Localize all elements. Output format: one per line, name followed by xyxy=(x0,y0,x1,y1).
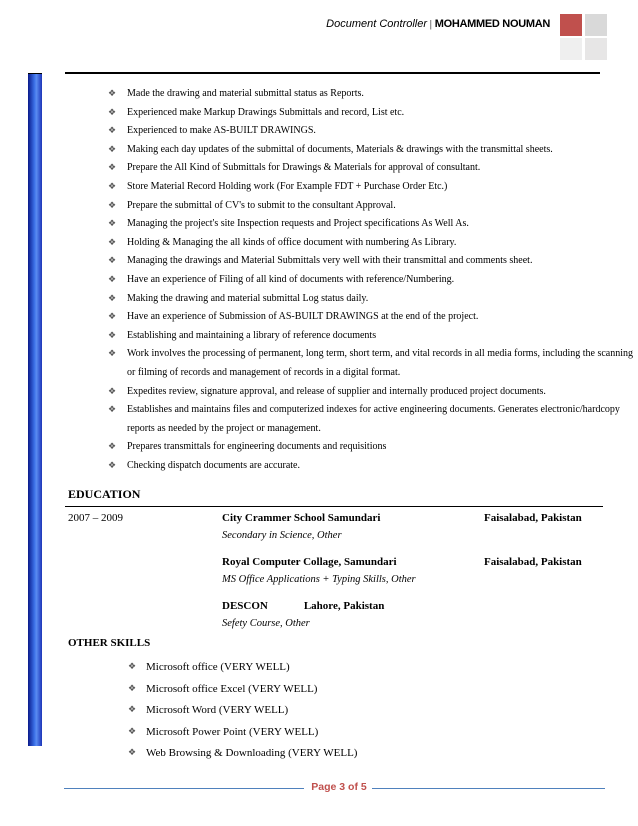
list-item: ❖ Microsoft office Excel (VERY WELL) xyxy=(128,679,357,701)
education-years: 2007 – 2009 xyxy=(68,512,123,524)
diamond-bullet-icon: ❖ xyxy=(108,163,117,174)
diamond-bullet-icon: ❖ xyxy=(108,293,117,304)
list-item: ❖ Made the drawing and material submittal status as Reports. xyxy=(108,85,633,104)
header-separator: | xyxy=(427,18,435,30)
list-item: ❖ Establishing and maintaining a library of reference documents xyxy=(108,327,633,346)
diamond-bullet-icon: ❖ xyxy=(108,256,117,267)
diamond-bullet-icon: ❖ xyxy=(108,442,117,453)
diamond-bullet-icon: ❖ xyxy=(108,330,117,341)
school-name: City Crammer School Samundari xyxy=(222,512,381,524)
list-item: ❖ Managing the drawings and Material Submittals very well with their transmittal and comments sheet. xyxy=(108,252,633,271)
diamond-bullet-icon: ❖ xyxy=(108,144,117,155)
header-name: MOHAMMED NOUMAN xyxy=(434,18,550,30)
list-item: ❖ Checking dispatch documents are accurate. xyxy=(108,457,633,476)
diamond-bullet-icon: ❖ xyxy=(108,219,117,230)
skills-list xyxy=(128,657,357,765)
diamond-bullet-icon: ❖ xyxy=(108,312,117,323)
list-item: ❖ Prepare the submittal of CV's to submit to the consultant Approval. xyxy=(108,197,633,216)
school-name: DESCON Lahore, Pakistan xyxy=(222,600,385,612)
diamond-bullet-icon: ❖ xyxy=(128,683,137,694)
diamond-bullet-icon: ❖ xyxy=(108,107,117,118)
diamond-bullet-icon: ❖ xyxy=(108,89,117,99)
header-divider xyxy=(65,72,600,74)
header-square-gray xyxy=(585,14,607,36)
diamond-bullet-icon: ❖ xyxy=(108,386,117,397)
list-item: ❖ Store Material Record Holding work (For Example FDT + Purchase Order Etc.) xyxy=(108,178,633,197)
list-item: ❖ Work involves the processing of permanent, long term, short term, and vital records in all media forms, including the scanning or filming of records and management of records in a digital format. xyxy=(108,345,633,382)
list-item: ❖ Making the drawing and material submittal Log status daily. xyxy=(108,290,633,309)
list-item: ❖ Managing the project's site Inspection requests and Project specifications As Well As. xyxy=(108,215,633,234)
school-location: Lahore, Pakistan xyxy=(303,600,385,612)
page-number: Page 3 of 5 xyxy=(311,781,367,793)
diamond-bullet-icon: ❖ xyxy=(128,662,137,672)
page-header xyxy=(260,18,550,30)
education-divider xyxy=(65,506,603,507)
course-name: MS Office Applications + Typing Skills, Other xyxy=(222,574,416,585)
list-item: ❖ Microsoft Power Point (VERY WELL) xyxy=(128,722,357,744)
list-item: ❖ Web Browsing & Downloading (VERY WELL) xyxy=(128,743,357,765)
list-item: ❖ Holding & Managing the all kinds of office document with numbering As Library. xyxy=(108,234,633,253)
list-item: ❖ Prepare the All Kind of Submittals for Drawings & Materials for approval of consultant. xyxy=(108,159,633,178)
diamond-bullet-icon: ❖ xyxy=(108,237,117,248)
education-entry xyxy=(222,512,380,541)
header-role: Document Controller xyxy=(326,18,428,30)
education-entry xyxy=(222,600,384,629)
school-location: Faisalabad, Pakistan xyxy=(484,556,582,568)
education-entry xyxy=(222,556,416,585)
list-item: ❖ Experienced to make AS-BUILT DRAWINGS. xyxy=(108,122,633,141)
diamond-bullet-icon: ❖ xyxy=(108,460,117,471)
duties-list xyxy=(108,85,633,475)
list-item: ❖ Have an experience of Submission of AS-BUILT DRAWINGS at the end of the project. xyxy=(108,308,633,327)
list-item: ❖ Making each day updates of the submittal of documents, Materials & drawings with the transmittal sheets. xyxy=(108,141,633,160)
list-item: ❖ Microsoft office (VERY WELL) xyxy=(128,657,357,679)
diamond-bullet-icon: ❖ xyxy=(108,405,117,416)
diamond-bullet-icon: ❖ xyxy=(108,274,117,285)
list-item: ❖ Experienced make Markup Drawings Submittals and record, List etc. xyxy=(108,104,633,123)
course-name: Sefety Course, Other xyxy=(222,618,310,629)
other-skills-heading: OTHER SKILLS xyxy=(68,637,151,649)
sidebar-decoration xyxy=(28,73,42,746)
list-item: ❖ Microsoft Word (VERY WELL) xyxy=(128,700,357,722)
list-item: ❖ Establishes and maintains files and computerized indexes for active engineering documents. Generates electronic/hardcopy reports as needed by the project or management. xyxy=(108,401,633,438)
footer-rule xyxy=(64,788,304,789)
diamond-bullet-icon: ❖ xyxy=(108,126,117,137)
list-item: ❖ Prepares transmittals for engineering documents and requisitions xyxy=(108,438,633,457)
header-square-gray xyxy=(585,38,607,60)
diamond-bullet-icon: ❖ xyxy=(108,349,117,360)
course-name: Secondary in Science, Other xyxy=(222,530,342,541)
diamond-bullet-icon: ❖ xyxy=(108,181,117,192)
list-item: ❖ Have an experience of Filing of all kind of documents with reference/Numbering. xyxy=(108,271,633,290)
school-name: Royal Computer Collage, Samundari xyxy=(222,556,397,568)
list-item: ❖ Expedites review, signature approval, and release of supplier and internally produced project documents. xyxy=(108,383,633,402)
header-square-red xyxy=(560,14,582,36)
header-square-light xyxy=(560,38,582,60)
diamond-bullet-icon: ❖ xyxy=(108,200,117,211)
school-location: Faisalabad, Pakistan xyxy=(484,512,582,524)
footer-rule xyxy=(372,788,605,789)
diamond-bullet-icon: ❖ xyxy=(128,748,137,759)
education-heading: EDUCATION xyxy=(68,487,141,501)
diamond-bullet-icon: ❖ xyxy=(128,726,137,737)
diamond-bullet-icon: ❖ xyxy=(128,705,137,716)
